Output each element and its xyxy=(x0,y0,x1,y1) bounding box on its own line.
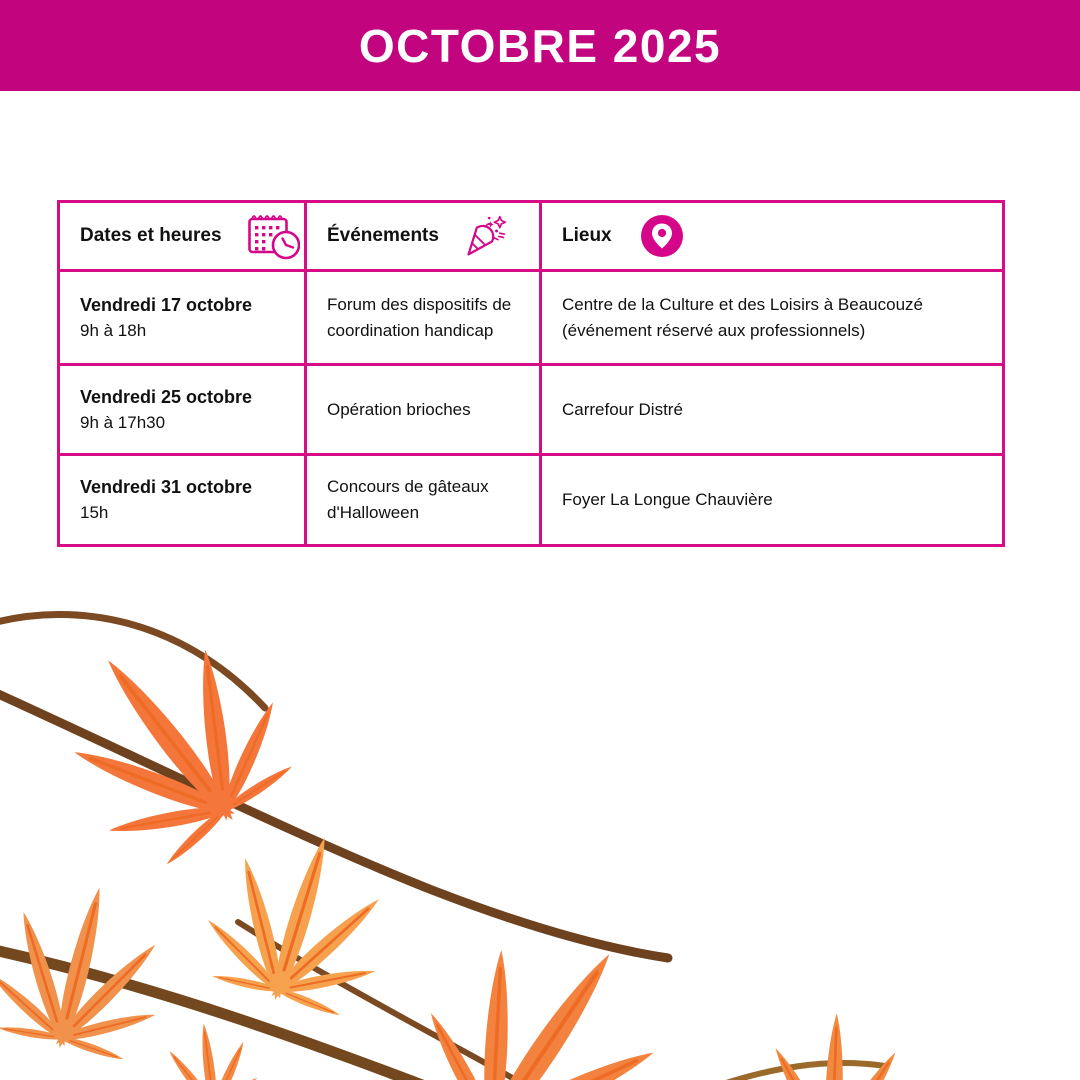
event-time: 15h xyxy=(80,503,109,522)
location-pin-icon xyxy=(640,214,684,258)
event-date-cell xyxy=(59,365,306,455)
calendar-clock-icon xyxy=(246,211,300,261)
column-header-dates xyxy=(59,202,306,271)
column-header-locations xyxy=(541,202,1004,271)
event-location-cell: Centre de la Culture et des Loisirs à Beaucouzé (événement réservé aux professionnels) xyxy=(541,271,1004,365)
month-title: OCTOBRE 2025 xyxy=(358,19,722,72)
event-date: Vendredi 17 octobre xyxy=(80,294,253,315)
event-name-cell: Forum des dispositifs de coordination handicap xyxy=(306,271,541,365)
party-popper-icon xyxy=(463,213,509,259)
column-header-events xyxy=(306,202,541,271)
event-date: Vendredi 25 octobre xyxy=(80,386,253,407)
event-time: 9h à 17h30 xyxy=(80,412,166,432)
event-location-cell: Foyer La Longue Chauvière xyxy=(541,455,1004,546)
branch xyxy=(0,688,668,958)
event-date-cell xyxy=(59,455,306,546)
event-location-cell: Carrefour Distré xyxy=(541,365,1004,455)
branch xyxy=(238,922,525,1080)
event-date: Vendredi 31 octobre xyxy=(80,477,253,497)
event-name-cell: Concours de gâteaux d'Halloween xyxy=(306,455,541,546)
event-row xyxy=(59,365,1004,455)
column-header-dates-label: Dates et heures xyxy=(80,225,222,246)
event-time: 9h à 18h xyxy=(80,320,147,340)
column-header-events-label: Événements xyxy=(327,225,439,246)
branch xyxy=(0,614,265,708)
event-date-cell xyxy=(59,271,306,365)
branch xyxy=(0,948,475,1080)
column-header-locations-label: Lieux xyxy=(562,225,612,246)
event-row xyxy=(59,271,1004,365)
event-name-cell: Opération brioches xyxy=(306,365,541,455)
branch xyxy=(700,1063,885,1080)
events-table xyxy=(57,200,1005,547)
month-banner xyxy=(0,0,1080,91)
table-header-row xyxy=(59,202,1004,271)
autumn-leaves-illustration xyxy=(0,560,1080,1080)
event-row xyxy=(59,455,1004,546)
